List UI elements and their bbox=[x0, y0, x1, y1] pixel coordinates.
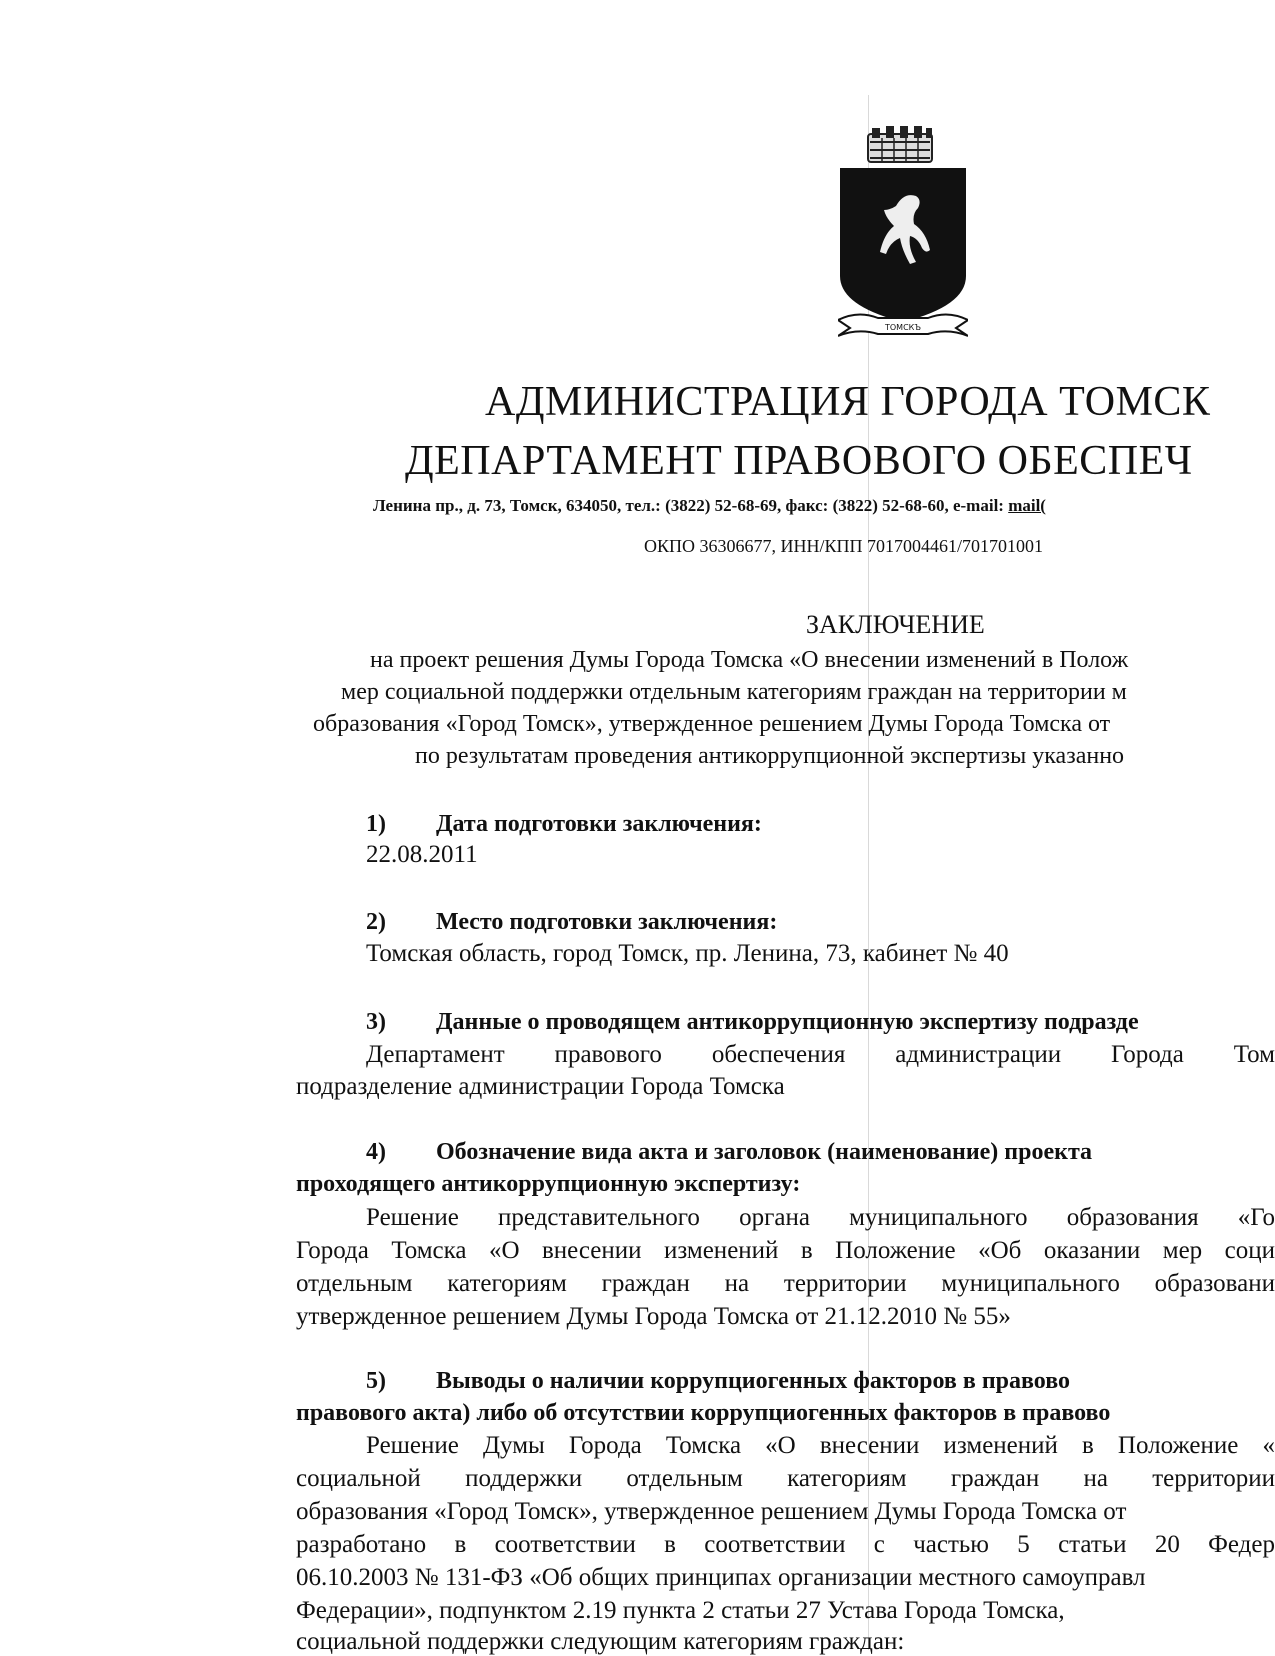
section-4-heading-cont: проходящего антикоррупционную экспертизу: bbox=[296, 1171, 801, 1197]
email-link[interactable]: mail( bbox=[1008, 496, 1046, 515]
subtitle-line: образования «Город Томск», утвержденное решением Думы Города Томска от bbox=[313, 711, 1111, 737]
section-4-line: Города Томска «О внесении изменений в Положение «Об оказании мер соци bbox=[296, 1237, 1275, 1264]
section-3-heading bbox=[366, 1009, 1139, 1036]
section-heading-text: Дата подготовки заключения: bbox=[436, 811, 762, 837]
section-5-line: социальной поддержки отдельным категориям граждан на территории bbox=[296, 1465, 1275, 1492]
org-name-line2: ДЕПАРТАМЕНТ ПРАВОВОГО ОБЕСПЕЧ bbox=[405, 438, 1193, 484]
section-5-line: Федерации», подпунктом 2.19 пункта 2 статьи 27 Устава Города Томска, bbox=[296, 1597, 1065, 1624]
subtitle-line: по результатам проведения антикоррупционной экспертизы указанно bbox=[415, 743, 1125, 769]
subtitle-line: на проект решения Думы Города Томска «О внесении изменений в Полож bbox=[370, 647, 1129, 673]
crest-ribbon-text: ТОМСКЪ bbox=[884, 323, 922, 332]
section-4-line: утвержденное решением Думы Города Томска от 21.12.2010 № 55» bbox=[296, 1303, 1011, 1330]
section-number: 4) bbox=[366, 1139, 386, 1165]
section-5-heading bbox=[366, 1368, 1070, 1395]
org-address bbox=[373, 496, 1046, 516]
address-text: Ленина пр., д. 73, Томск, 634050, тел.: (3822) 52-68-69, факс: (3822) 52-68-60, e-mail: bbox=[373, 496, 1004, 515]
section-number: 1) bbox=[366, 811, 386, 837]
section-4-line: Решение представительного органа муниципального образования «Го bbox=[366, 1204, 1275, 1231]
section-1-heading bbox=[366, 811, 762, 838]
subtitle-line: мер социальной поддержки отдельным категориям граждан на территории м bbox=[341, 679, 1127, 705]
section-heading-text: Обозначение вида акта и заголовок (наименование) проекта bbox=[436, 1139, 1093, 1165]
section-3-line: Департамент правового обеспечения администрации Города Том bbox=[366, 1041, 1275, 1068]
section-5-line: разработано в соответствии в соответствии с частью 5 статьи 20 Федер bbox=[296, 1531, 1275, 1558]
section-3-line: подразделение администрации Города Томска bbox=[296, 1073, 785, 1100]
section-heading-text: Данные о проводящем антикоррупционную экспертизу подразде bbox=[436, 1009, 1139, 1035]
section-4-line: отдельным категориям граждан на территории муниципального образовани bbox=[296, 1270, 1275, 1297]
section-4-heading bbox=[366, 1139, 1092, 1166]
section-5-line: Решение Думы Города Томска «О внесении изменений в Положение « bbox=[366, 1432, 1275, 1459]
section-5-line: 06.10.2003 № 131-ФЗ «Об общих принципах организации местного самоуправл bbox=[296, 1564, 1146, 1591]
section-number: 2) bbox=[366, 909, 386, 935]
section-heading-text: Выводы о наличии коррупциогенных факторов в правово bbox=[436, 1368, 1071, 1394]
document-title: ЗАКЛЮЧЕНИЕ bbox=[806, 610, 985, 639]
section-1-text: 22.08.2011 bbox=[366, 841, 478, 868]
section-2-text: Томская область, город Томск, пр. Ленина, 73, кабинет № 40 bbox=[366, 940, 1009, 967]
section-heading-text: Место подготовки заключения: bbox=[436, 909, 778, 935]
okpo-line: ОКПО 36306677, ИНН/КПП 7017004461/701701001 bbox=[644, 536, 1044, 556]
section-5-heading-cont: правового акта) либо об отсутствии коррупциогенных факторов в правово bbox=[296, 1400, 1111, 1426]
section-2-heading bbox=[366, 909, 777, 936]
section-5-line: образования «Город Томск», утвержденное решением Думы Города Томска от bbox=[296, 1498, 1127, 1525]
section-5-line: социальной поддержки следующим категориям граждан: bbox=[296, 1628, 905, 1655]
section-number: 3) bbox=[366, 1009, 386, 1035]
city-crest-icon bbox=[838, 126, 968, 343]
section-number: 5) bbox=[366, 1368, 386, 1394]
org-name-line1: АДМИНИСТРАЦИЯ ГОРОДА ТОМСК bbox=[485, 379, 1211, 425]
